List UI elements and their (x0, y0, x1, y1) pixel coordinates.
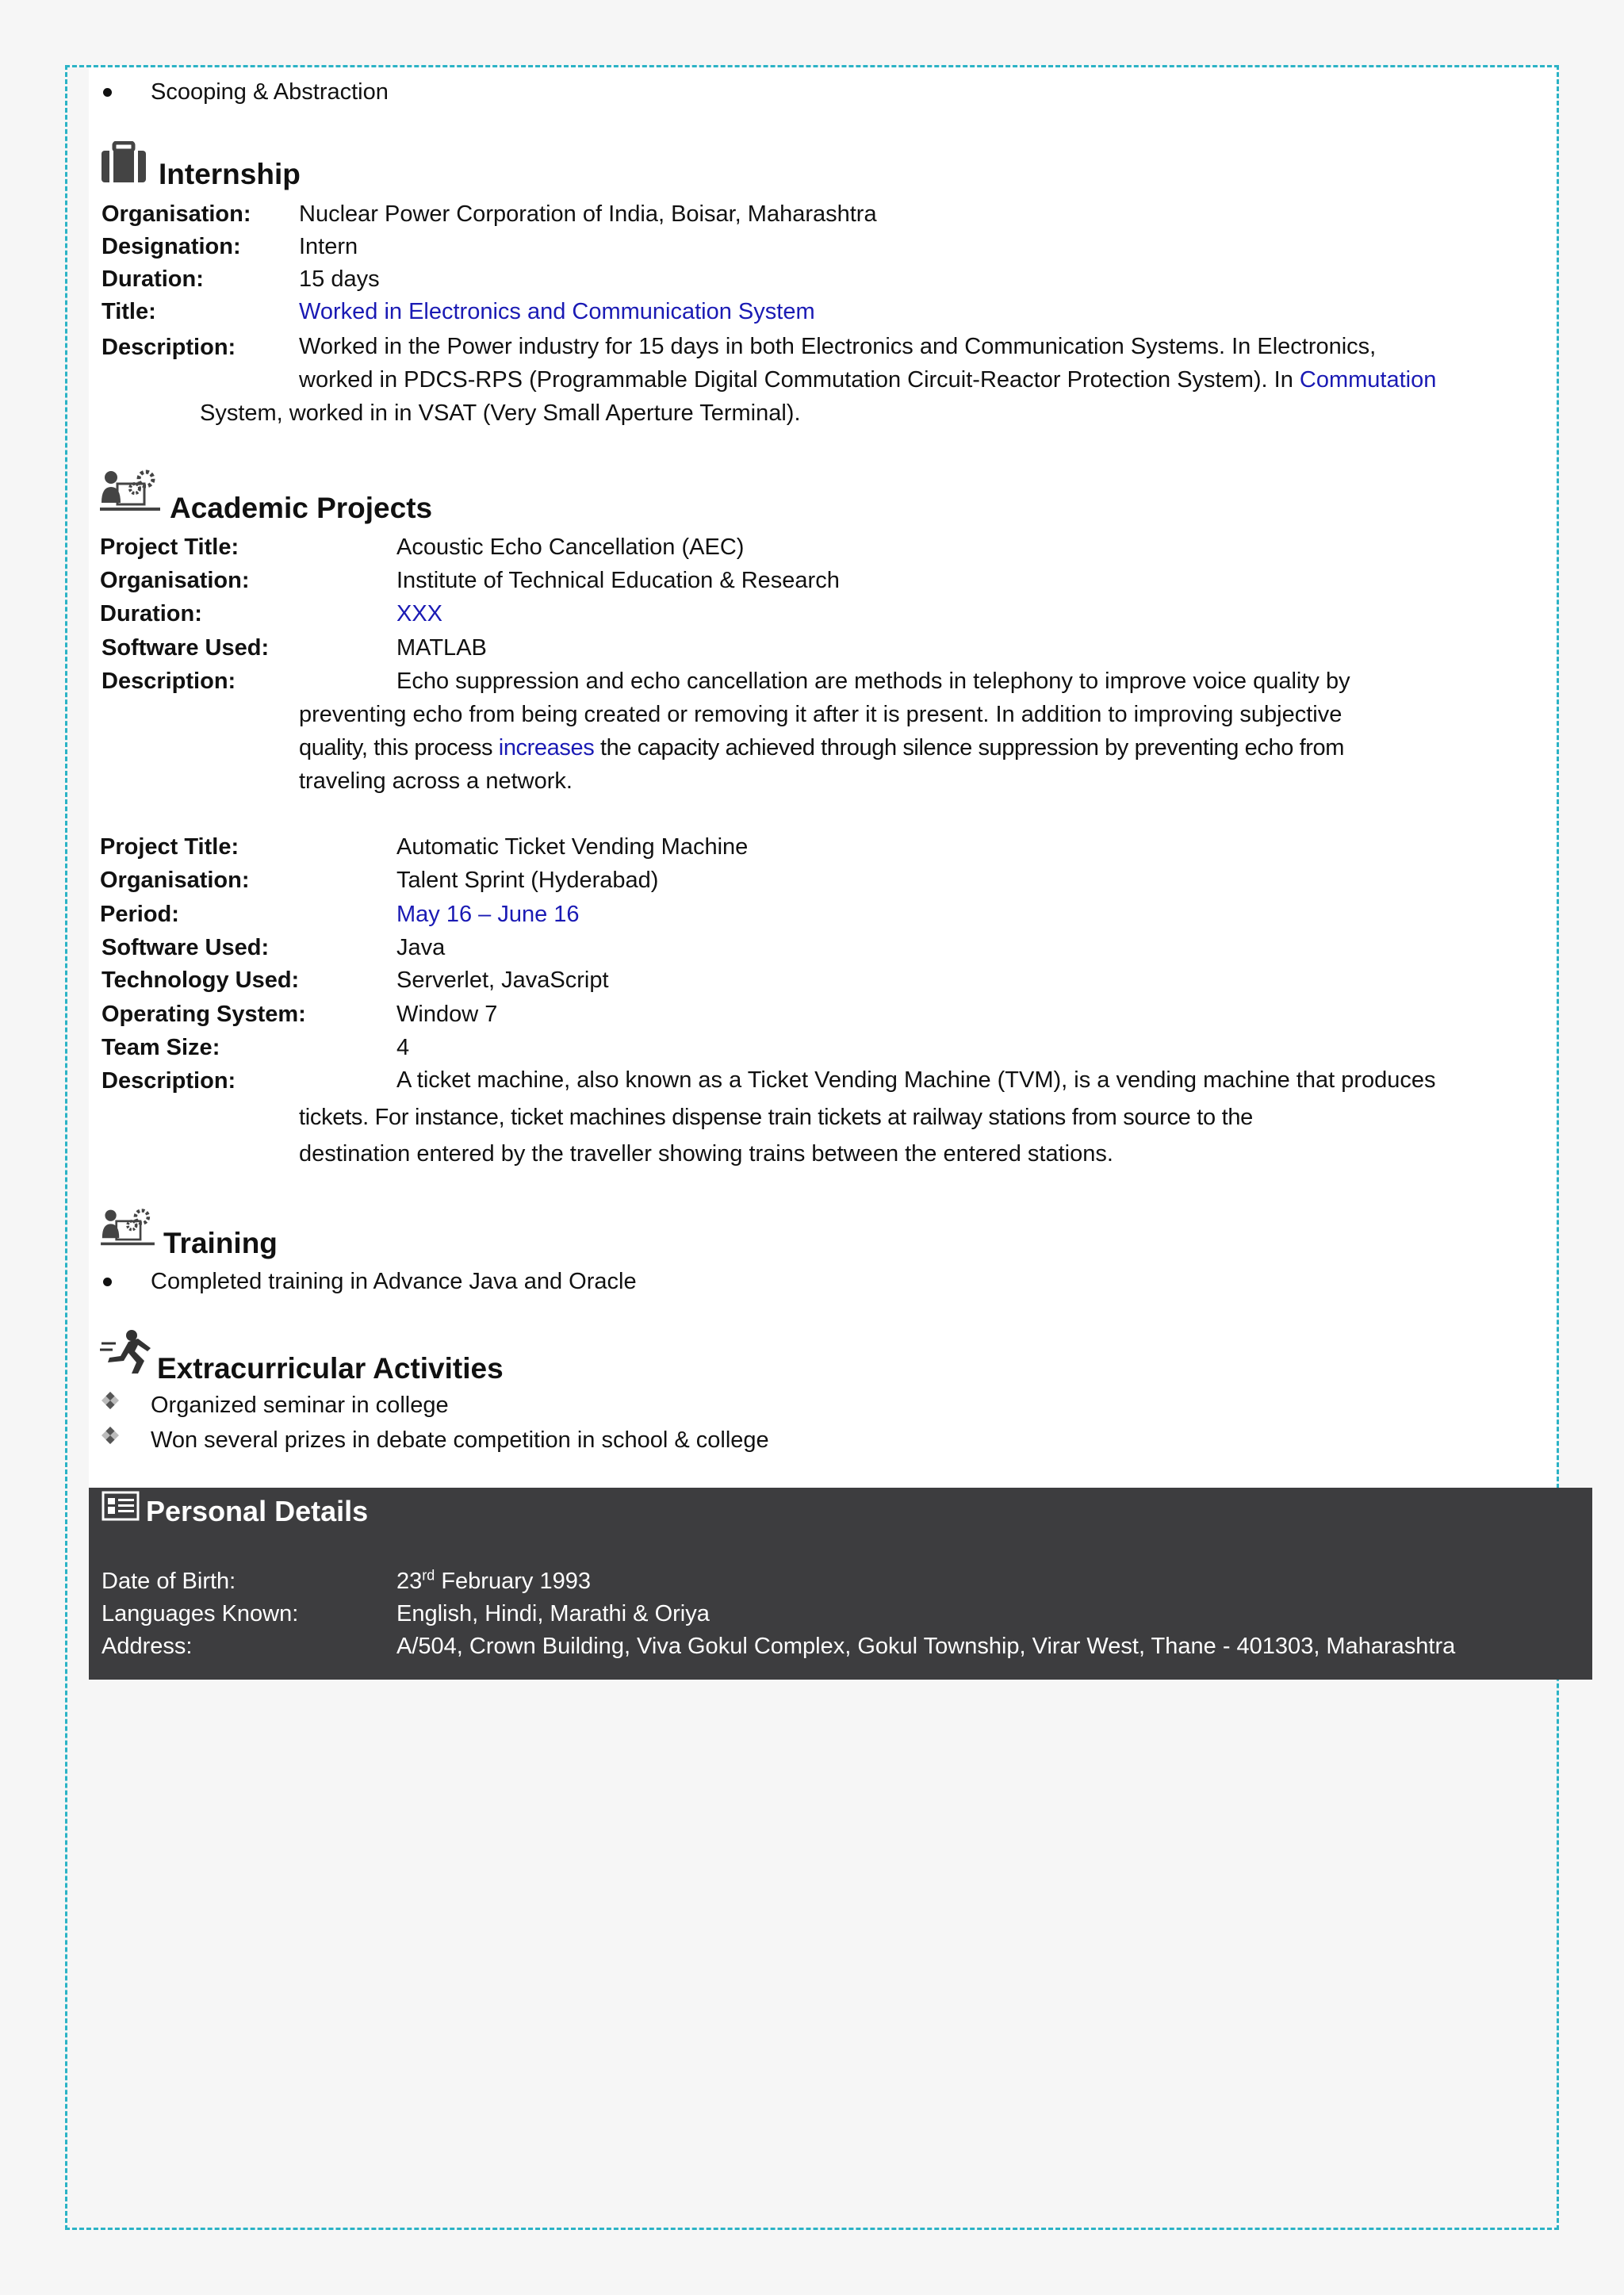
dob-label: Date of Birth: (102, 1569, 236, 1594)
increases-link: increases (498, 735, 595, 761)
commutation-link: Commutation (1299, 367, 1437, 393)
project2-label: Team Size: (102, 1035, 220, 1060)
project2-description-label: Description: (102, 1068, 236, 1094)
project2-value: Window 7 (396, 1002, 498, 1027)
academic-projects-heading: Academic Projects (170, 492, 433, 524)
project1-value: Institute of Technical Education & Research (396, 568, 840, 593)
project2-label: Technology Used: (102, 967, 300, 993)
internship-value: 15 days (299, 266, 380, 292)
address-label: Address: (102, 1634, 193, 1659)
project2-description-line: tickets. For instance, ticket machines dispense train tickets at railway stations from source to the (299, 1105, 1254, 1130)
extracurricular-item: Organized seminar in college (151, 1393, 449, 1418)
project1-value: MATLAB (396, 635, 487, 661)
project1-label: Software Used: (102, 635, 270, 661)
presenter-icon (100, 468, 160, 512)
internship-value: Intern (299, 234, 358, 259)
project1-duration-link: XXX (396, 601, 443, 626)
project2-value: Serverlet, JavaScript (396, 967, 609, 993)
running-person-icon (100, 1329, 155, 1375)
training-heading: Training (163, 1227, 278, 1259)
presenter-icon (100, 1207, 155, 1247)
internship-description-line: System, worked in in VSAT (Very Small Aperture Terminal). (200, 400, 801, 426)
project2-description-line: A ticket machine, also known as a Ticket Vending Machine (TVM), is a vending machine that produces (396, 1067, 1436, 1093)
internship-value: Nuclear Power Corporation of India, Boisar, Maharashtra (299, 201, 877, 227)
internship-title-link: Worked in Electronics and Communication System (299, 299, 815, 324)
project1-description-line: preventing echo from being created or removing it after it is present. In addition to improving subjective (299, 702, 1342, 727)
training-item: Completed training in Advance Java and Oracle (151, 1269, 637, 1294)
project2-value: 4 (396, 1035, 410, 1060)
briefcase-icon (100, 141, 147, 184)
internship-description-label: Description: (102, 335, 236, 360)
extracurricular-item: Won several prizes in debate competition in school & college (151, 1427, 769, 1453)
project2-label: Operating System: (102, 1002, 306, 1027)
internship-label: Title: (102, 299, 156, 324)
project2-value: Automatic Ticket Vending Machine (396, 834, 749, 860)
project2-description-line: destination entered by the traveller showing trains between the entered stations. (299, 1141, 1113, 1167)
address-value: A/504, Crown Building, Viva Gokul Complex, Gokul Township, Virar West, Thane - 401303, Maharashtra (396, 1634, 1456, 1659)
internship-label: Duration: (102, 266, 204, 292)
project1-label: Duration: (100, 601, 202, 626)
project2-label: Software Used: (102, 935, 270, 960)
top-bullet-text: Scooping & Abstraction (151, 79, 389, 105)
project2-period-link: May 16 – June 16 (396, 902, 580, 927)
project1-label: Project Title: (100, 534, 239, 560)
project2-value: Java (396, 935, 446, 960)
project2-label: Project Title: (100, 834, 239, 860)
project1-description-line: Echo suppression and echo cancellation are methods in telephony to improve voice quality by (396, 669, 1350, 694)
project2-value: Talent Sprint (Hyderabad) (396, 868, 659, 893)
languages-label: Languages Known: (102, 1601, 299, 1626)
extracurricular-heading: Extracurricular Activities (157, 1352, 504, 1385)
checker-bullet-icon (102, 1392, 119, 1409)
project1-label: Organisation: (100, 568, 250, 593)
internship-label: Designation: (102, 234, 241, 259)
id-card-icon (102, 1491, 140, 1523)
bullet (103, 88, 112, 97)
project1-value: Acoustic Echo Cancellation (AEC) (396, 534, 745, 560)
checker-bullet-icon (102, 1427, 119, 1444)
project1-description-line: traveling across a network. (299, 768, 573, 794)
internship-description-line: Worked in the Power industry for 15 days in both Electronics and Communication Systems. In Electronics, (299, 334, 1377, 359)
languages-value: English, Hindi, Marathi & Oriya (396, 1601, 710, 1626)
dob-value: 23rd February 1993 (396, 1567, 591, 1594)
project2-label: Organisation: (100, 868, 250, 893)
bullet (103, 1278, 112, 1286)
project2-label: Period: (100, 902, 179, 927)
project1-description-line: quality, this process increases the capacity achieved through silence suppression by preventing echo from (299, 735, 1344, 761)
project1-description-label: Description: (102, 669, 236, 694)
internship-heading: Internship (159, 158, 301, 190)
internship-label: Organisation: (102, 201, 251, 227)
personal-details-heading: Personal Details (146, 1495, 369, 1527)
personal-details-section (89, 1488, 1592, 1680)
internship-description-line: worked in PDCS-RPS (Programmable Digital Commutation Circuit-Reactor Protection System). In Commutation (299, 367, 1437, 393)
